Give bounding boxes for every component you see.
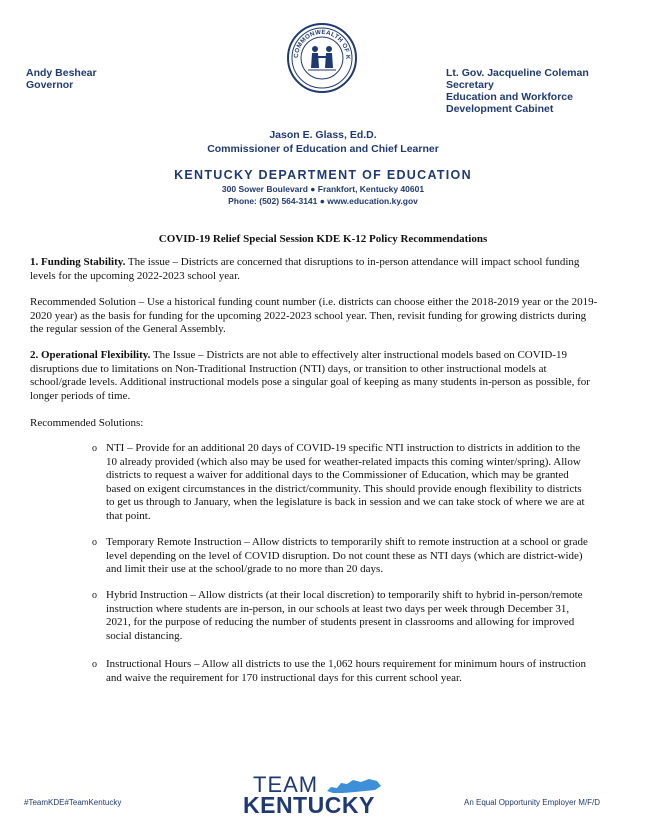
secretary-block xyxy=(446,67,589,115)
department-phone: Phone: (502) 564-3141 ● www.education.ky.gov xyxy=(228,196,418,206)
commissioner-title: Commissioner of Education and Chief Learner xyxy=(207,143,439,155)
section-1-text: The issue – Districts are concerned that disruptions to in-person attendance will impact school funding levels for the upcoming 2022-2023 school year. xyxy=(30,256,580,282)
governor-title: Governor xyxy=(26,79,74,91)
bullet-marker: o xyxy=(92,537,97,548)
section-2-heading: 2. Operational Flexibility. xyxy=(30,349,151,361)
lt-gov-name: Lt. Gov. Jacqueline Coleman xyxy=(446,67,589,79)
section-1-solution: Recommended Solution – Use a historical funding count number (i.e. districts can choose either the 2018-2019 year or the 2019-2020 year) as the basis for funding for the upcoming 2022-2023 school year. Then, revisit funding for growing districts during the regular session of the General Assembly. xyxy=(30,296,598,336)
department-address: 300 Sower Boulevard ● Frankfort, Kentucky 40601 xyxy=(221,184,425,194)
governor-name: Andy Beshear xyxy=(26,67,97,79)
recommended-solutions-label: Recommended Solutions: xyxy=(30,417,144,429)
logo-team-text: TEAM xyxy=(253,772,319,797)
bullet-marker: o xyxy=(92,659,97,670)
logo-kentucky-text: KENTUCKY xyxy=(243,792,375,818)
cabinet-line-2: Development Cabinet xyxy=(446,103,554,115)
footer-eoe: An Equal Opportunity Employer M/F/D xyxy=(464,798,601,807)
footer-hashtags: #TeamKDE#TeamKentucky xyxy=(24,798,122,807)
secretary-title: Secretary xyxy=(446,79,494,91)
commissioner-name: Jason E. Glass, Ed.D. xyxy=(269,129,377,141)
department-name: KENTUCKY DEPARTMENT OF EDUCATION xyxy=(174,168,472,182)
bullet-instructional-hours: Instructional Hours – Allow all districts to use the 1,062 hours requirement for minimum hours of instruction and waive the requirement for 170 instructional days for this current school year. xyxy=(106,658,586,684)
bullet-temporary-remote: Temporary Remote Instruction – Allow districts to temporarily shift to remote instruction at a school or grade level depending on the level of COVID disruption. Do not count these as NTI days (which are district-wide) and limit their use at the school/grade to no more than 20 days. xyxy=(106,536,588,576)
bullet-hybrid: Hybrid Instruction – Allow districts (at their local discretion) to temporarily shift to hybrid in-person/remote instruction where students are in-person, in our schools at least two days per week through December 31, 2021, for the purpose of reducing the number of students present in classrooms and allowing for improved social distancing. xyxy=(106,589,583,642)
section-2-issue xyxy=(30,349,598,403)
section-1-heading: 1. Funding Stability. xyxy=(30,256,126,268)
seal-lettering: COMMONWEALTH OF K xyxy=(292,28,352,60)
bullet-marker: o xyxy=(92,590,97,601)
bullet-marker: o xyxy=(92,443,97,454)
section-2-text: The Issue – Districts are not able to effectively alter instructional models based on COVID-19 disruptions due to limitations on Non-Traditional Instruction (NTI) days, or transition to other instructional models at school/grade levels. Additional instructional models pose a singular goal of keeping as many students in-person as possible, for longer periods of time. xyxy=(30,349,590,402)
cabinet-line-1: Education and Workforce xyxy=(446,91,573,103)
section-1-issue xyxy=(30,256,598,283)
team-kentucky-logo xyxy=(243,772,403,818)
governor-block xyxy=(26,67,97,91)
document-title: COVID-19 Relief Special Session KDE K-12 Policy Recommendations xyxy=(158,233,488,245)
kentucky-seal xyxy=(286,22,358,94)
bullet-nti: NTI – Provide for an additional 20 days of COVID-19 specific NTI instruction to districts in addition to the 10 already provided (which also may be used for weather-related impacts this coming winter/spring). Allow districts to request a waiver for additional days to the Commissioner of Education, which may be granted based on exigent circumstances in the district/community. This should provide enough flexibility to districts to get us through to January, when the legislature is back in session and we can take stock of where we are at that point. xyxy=(106,442,585,522)
